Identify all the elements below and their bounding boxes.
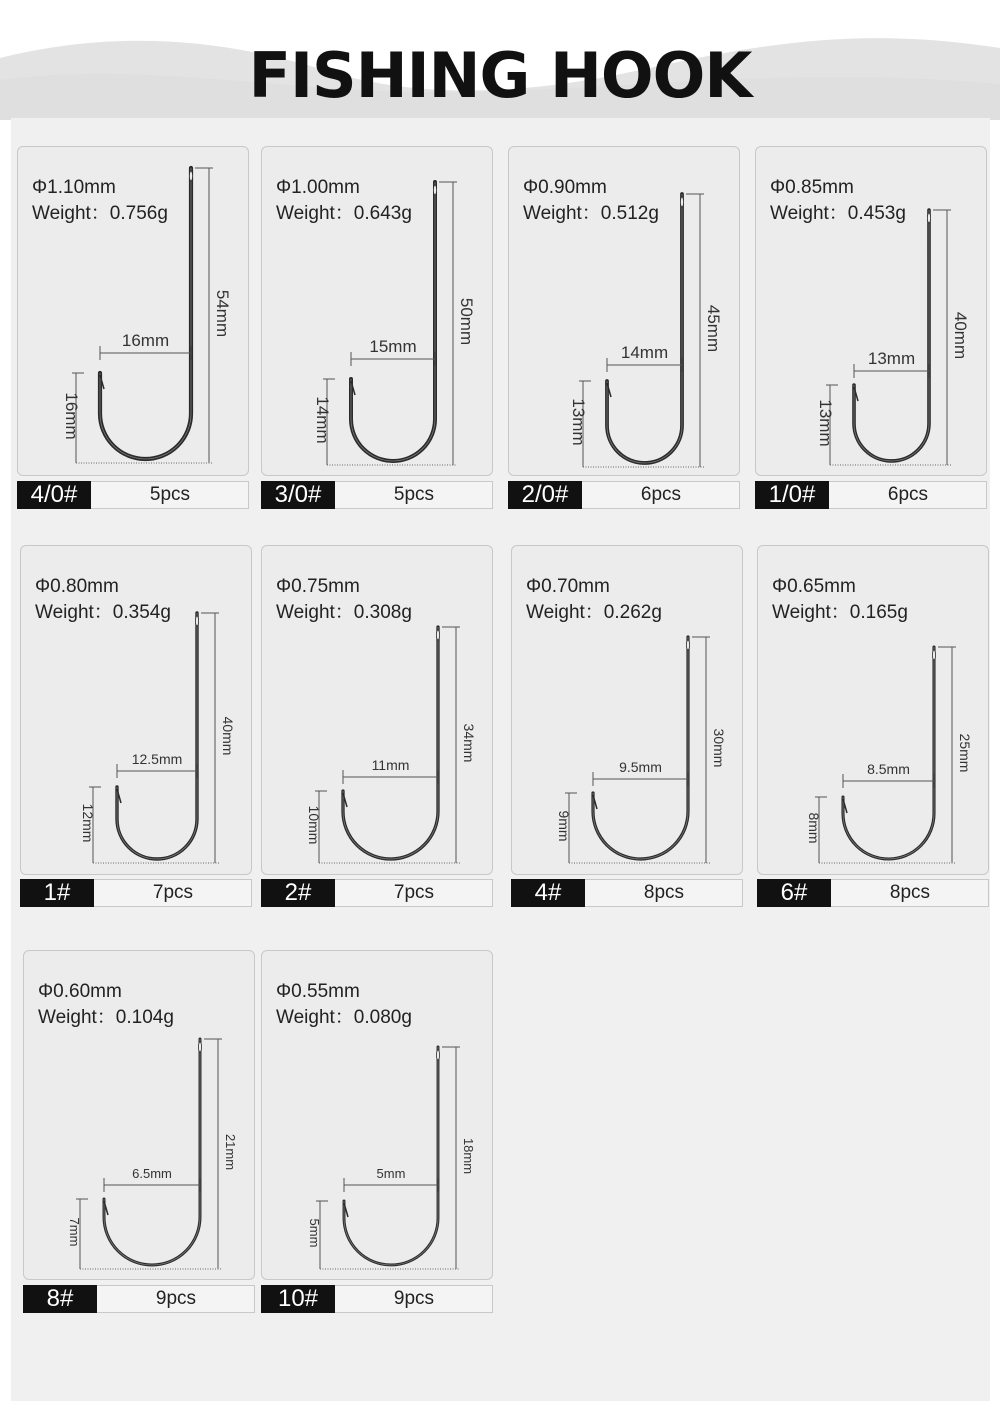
point-label: 8mm (806, 812, 822, 844)
hook-image-panel (757, 545, 989, 875)
pack-quantity: 7pcs (152, 882, 194, 903)
hook-highlight (343, 627, 438, 859)
hook-size-badge: 6# (757, 879, 831, 907)
hook-highlight (104, 1039, 200, 1265)
hook-highlight (607, 194, 682, 463)
hook-eye (686, 640, 689, 650)
length-label: 40mm (220, 716, 236, 756)
hook-shape (117, 613, 197, 859)
pack-quantity: 6pcs (887, 484, 929, 505)
length-label: 25mm (957, 733, 973, 773)
hook-highlight (344, 1047, 438, 1265)
gap-label: 11mm (371, 757, 410, 773)
hook-weight: Weight：0.080g (276, 1007, 412, 1028)
pack-quantity: 6pcs (640, 484, 682, 505)
hook-shape (593, 637, 688, 859)
hook-highlight (117, 613, 197, 859)
hook-size-badge: 10# (261, 1285, 335, 1313)
wire-diameter: Φ1.00mm (276, 177, 360, 198)
gap-label: 15mm (369, 337, 417, 356)
wire-diameter: Φ0.80mm (35, 576, 119, 597)
hook-shape (344, 1047, 438, 1265)
hook-size-badge: 2# (261, 879, 335, 907)
hook-shape (843, 647, 934, 859)
hook-card (261, 545, 493, 909)
hook-image-panel (17, 146, 249, 476)
hook-image-panel (755, 146, 987, 476)
hook-card (511, 545, 743, 909)
hook-size-bar (508, 481, 740, 509)
hook-eye (433, 185, 436, 195)
hook-shape (343, 627, 438, 859)
hook-size-bar (757, 879, 989, 907)
point-label: 13mm (569, 398, 588, 446)
hook-weight: Weight：0.165g (772, 602, 908, 623)
wire-diameter: Φ0.60mm (38, 981, 122, 1002)
hook-weight: Weight：0.104g (38, 1007, 174, 1028)
hook-weight: Weight：0.262g (526, 602, 662, 623)
wire-diameter: Φ1.10mm (32, 177, 116, 198)
hook-size-badge: 4/0# (17, 481, 91, 509)
hook-eye (927, 213, 930, 223)
hook-size-badge: 2/0# (508, 481, 582, 509)
hook-weight: Weight：0.354g (35, 602, 171, 623)
length-label: 50mm (457, 297, 476, 346)
hook-card (17, 146, 249, 510)
point-label: 14mm (313, 396, 332, 444)
point-label: 9mm (556, 810, 572, 842)
hook-weight: Weight：0.512g (523, 203, 659, 224)
gap-label: 16mm (121, 331, 170, 350)
wire-diameter: Φ0.55mm (276, 981, 360, 1002)
hook-size-badge: 1/0# (755, 481, 829, 509)
hook-size-bar (17, 481, 249, 509)
hook-image-panel (261, 950, 493, 1280)
hook-card (261, 146, 493, 510)
hook-eye (932, 650, 935, 660)
pack-quantity: 5pcs (149, 484, 191, 505)
hook-image-panel (23, 950, 255, 1280)
point-label: 10mm (306, 805, 322, 845)
hook-highlight (843, 647, 934, 859)
length-label: 54mm (213, 289, 232, 338)
pack-quantity: 9pcs (393, 1288, 435, 1309)
hook-eye (436, 1050, 439, 1060)
hook-size-bar (511, 879, 743, 907)
pack-quantity: 8pcs (643, 882, 685, 903)
gap-label: 12.5mm (131, 751, 183, 767)
length-label: 30mm (711, 728, 727, 768)
pack-quantity: 8pcs (889, 882, 931, 903)
hook-size-bar (261, 481, 493, 509)
hook-size-bar (261, 1285, 493, 1313)
hook-image-panel (511, 545, 743, 875)
hook-size-bar (261, 879, 493, 907)
hook-eye (436, 630, 439, 640)
pack-quantity: 5pcs (393, 484, 435, 505)
hook-size-badge: 8# (23, 1285, 97, 1313)
hook-eye (198, 1042, 201, 1052)
point-label: 16mm (62, 392, 81, 440)
wire-diameter: Φ0.65mm (772, 576, 856, 597)
wire-diameter: Φ0.70mm (526, 576, 610, 597)
length-label: 45mm (704, 304, 723, 353)
hook-card (755, 146, 987, 510)
point-label: 7mm (67, 1217, 82, 1247)
pack-quantity: 9pcs (155, 1288, 197, 1309)
length-label: 21mm (223, 1133, 238, 1171)
hook-card (20, 545, 252, 909)
hook-size-bar (755, 481, 987, 509)
hook-weight: Weight：0.756g (32, 203, 168, 224)
hook-eye (680, 197, 683, 207)
point-label: 5mm (307, 1218, 322, 1248)
point-label: 12mm (80, 803, 96, 843)
hook-highlight (593, 637, 688, 859)
hook-card (508, 146, 740, 510)
hook-weight: Weight：0.453g (770, 203, 906, 224)
hook-image-panel (261, 146, 493, 476)
hook-highlight (854, 210, 929, 461)
page-title: FISHING HOOK (248, 39, 752, 112)
hook-size-bar (20, 879, 252, 907)
hook-image-panel (261, 545, 493, 875)
point-label: 13mm (816, 399, 835, 447)
hook-eye (189, 171, 192, 181)
length-label: 34mm (461, 723, 477, 763)
hook-card (261, 950, 493, 1314)
hook-weight: Weight：0.643g (276, 203, 412, 224)
wire-diameter: Φ0.85mm (770, 177, 854, 198)
length-label: 40mm (951, 311, 970, 360)
wire-diameter: Φ0.90mm (523, 177, 607, 198)
hook-card (23, 950, 255, 1314)
hook-size-badge: 3/0# (261, 481, 335, 509)
gap-label: 5mm (376, 1166, 406, 1181)
hook-image-panel (508, 146, 740, 476)
gap-label: 14mm (620, 343, 669, 362)
length-label: 18mm (461, 1137, 476, 1175)
hook-image-panel (20, 545, 252, 875)
hook-size-badge: 1# (20, 879, 94, 907)
hook-shape (607, 194, 682, 463)
header-banner (0, 0, 1000, 120)
hook-weight: Weight：0.308g (276, 602, 412, 623)
wire-diameter: Φ0.75mm (276, 576, 360, 597)
hook-shape (104, 1039, 200, 1265)
hook-size-badge: 4# (511, 879, 585, 907)
hook-card (757, 545, 989, 909)
gap-label: 8.5mm (867, 761, 910, 777)
hook-size-bar (23, 1285, 255, 1313)
hook-shape (854, 210, 929, 461)
hook-eye (195, 616, 198, 626)
gap-label: 6.5mm (132, 1166, 172, 1181)
gap-label: 9.5mm (619, 759, 662, 775)
gap-label: 13mm (867, 349, 916, 368)
pack-quantity: 7pcs (393, 882, 435, 903)
